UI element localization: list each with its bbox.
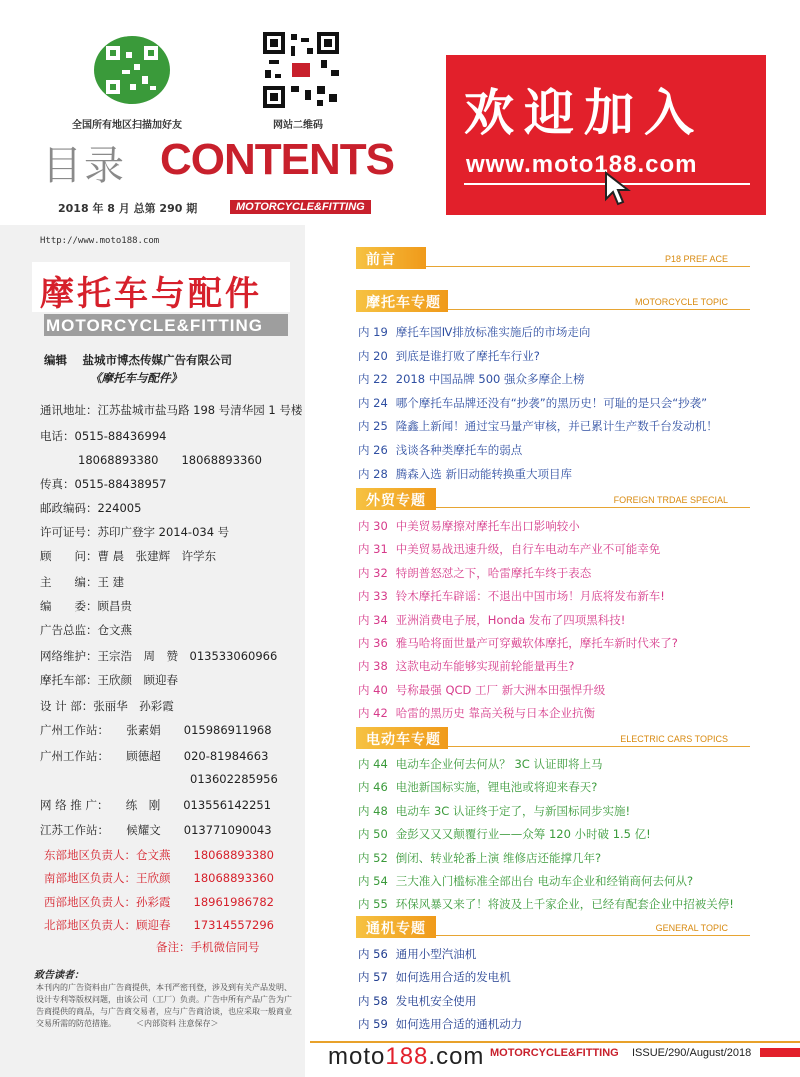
masthead-info-line: 网 络 推 广： 练 刚 013556142251 bbox=[40, 798, 272, 812]
masthead-info-line: 编 委：顾昌贵 bbox=[40, 599, 132, 613]
section-divider bbox=[436, 935, 750, 936]
website-url[interactable]: Http://www.moto188.com bbox=[40, 236, 160, 246]
regional-contact-line: 西部地区负责人：孙彩霞 18961986782 bbox=[44, 895, 274, 909]
regional-contact-line: 北部地区负责人：顾迎春 17314557296 bbox=[44, 918, 274, 932]
toc-article-title: 电动车 3C 认证终于定了，与新国标同步实施! bbox=[395, 804, 631, 818]
masthead-info-line: 网络维护：王宗浩 周 赞 013533060966 bbox=[40, 649, 278, 663]
masthead-info-line: 广州工作站： 张素娟 015986911968 bbox=[40, 723, 272, 737]
masthead-info-line: 摩托车部：王欣颜 顾迎春 bbox=[40, 673, 178, 687]
section-tab[interactable] bbox=[356, 488, 436, 510]
toc-item[interactable] bbox=[358, 658, 574, 674]
section-label: 前言 bbox=[366, 252, 396, 268]
footer-issue: ISSUE/290/August/2018 bbox=[632, 1047, 752, 1059]
toc-page-number: 内 46 bbox=[358, 780, 388, 794]
toc-item[interactable] bbox=[358, 993, 476, 1009]
toc-article-title: 如何选用合适的通机动力 bbox=[395, 1017, 523, 1031]
toc-item[interactable] bbox=[358, 442, 522, 458]
toc-article-title: 铃木摩托车辟谣：不退出中国市场！月底将发布新车! bbox=[395, 589, 665, 603]
toc-article-title: 特朗普怒怼之下，哈雷摩托车终于表态 bbox=[395, 566, 592, 580]
toc-item[interactable] bbox=[358, 418, 718, 434]
section-divider bbox=[448, 309, 750, 310]
toc-article-title: 中美贸易战迅速升级，自行车电动车产业不可能幸免 bbox=[395, 542, 661, 556]
toc-page-number: 内 34 bbox=[358, 613, 388, 627]
brand-badge: MOTORCYCLE&FITTING bbox=[230, 200, 371, 214]
toc-item[interactable] bbox=[358, 850, 601, 866]
notice-title: 致告读者： bbox=[34, 970, 84, 981]
section-english-label: MOTORCYCLE TOPIC bbox=[634, 297, 728, 307]
section-english-label: ELECTRIC CARS TOPICS bbox=[620, 734, 728, 744]
editor-label: 编辑 bbox=[44, 353, 67, 367]
cursor-icon bbox=[604, 171, 634, 211]
masthead-info-line: 顾 问：曹 晨 张建辉 许学东 bbox=[40, 549, 217, 563]
toc-page-number: 内 54 bbox=[358, 874, 388, 888]
toc-page-number: 内 48 bbox=[358, 804, 388, 818]
toc-article-title: 腾森入选 新旧动能转换重大项目库 bbox=[395, 467, 572, 481]
masthead-info-line: 许可证号：苏印广登字 2014-034 号 bbox=[40, 525, 230, 539]
welcome-url[interactable]: www.moto188.com bbox=[466, 151, 698, 178]
toc-article-title: 哈雷的黑历史 靠高关税与日本企业抗衡 bbox=[395, 706, 595, 720]
toc-page-number: 内 22 bbox=[358, 372, 388, 386]
toc-page-number: 内 58 bbox=[358, 994, 388, 1008]
toc-article-title: 摩托车国Ⅳ排放标准实施后的市场走向 bbox=[395, 325, 591, 339]
issue-date: 2018 年 8 月 总第 290 期 bbox=[58, 202, 198, 215]
toc-item[interactable] bbox=[358, 466, 572, 482]
footer-brand: MOTORCYCLE&FITTING bbox=[490, 1047, 619, 1059]
footer-url-part: moto bbox=[328, 1043, 386, 1070]
masthead-info-line: 广告总监：仓文燕 bbox=[40, 623, 132, 637]
editor-company: 盐城市博杰传媒广告有限公司 bbox=[82, 353, 233, 367]
toc-page-number: 内 42 bbox=[358, 706, 388, 720]
section-label: 外贸专题 bbox=[366, 493, 426, 509]
brand-name-cn: 摩托车与配件 bbox=[40, 274, 262, 314]
footer-url-tld: .com bbox=[428, 1043, 485, 1070]
toc-article-title: 电动车企业何去何从？ 3C 认证即将上马 bbox=[395, 757, 603, 771]
toc-item[interactable] bbox=[358, 682, 605, 698]
section-divider bbox=[426, 266, 750, 267]
toc-article-title: 环保风暴又来了！将波及上千家企业，已经有配套企业中招被关停! bbox=[395, 897, 734, 911]
toc-item[interactable] bbox=[358, 541, 660, 557]
toc-item[interactable] bbox=[358, 779, 597, 795]
website-qr-code[interactable] bbox=[261, 30, 341, 110]
toc-article-title: 倒闭、转业轮番上演 维修店还能撑几年? bbox=[395, 851, 602, 865]
footer-url-number: 188 bbox=[385, 1043, 429, 1070]
toc-page-number: 内 44 bbox=[358, 757, 388, 771]
regional-contact-line: 备注：手机微信同号 bbox=[156, 940, 260, 954]
toc-article-title: 这款电动车能够实现前轮能量再生? bbox=[395, 659, 575, 673]
section-english-label: GENERAL TOPIC bbox=[655, 923, 728, 933]
toc-article-title: 2018 中国品牌 500 强众多摩企上榜 bbox=[395, 372, 585, 386]
toc-item[interactable] bbox=[358, 896, 734, 912]
toc-article-title: 发电机安全使用 bbox=[395, 994, 477, 1008]
masthead-info-line: 江苏工作站： 候耀文 013771090043 bbox=[40, 823, 272, 837]
toc-page-number: 内 52 bbox=[358, 851, 388, 865]
website-qr-label: 网站二维码 bbox=[273, 120, 323, 131]
editor-magazine: 《摩托车与配件》 bbox=[90, 371, 182, 385]
toc-page-number: 内 36 bbox=[358, 636, 388, 650]
section-english-label: FOREIGN TRDAE SPECIAL bbox=[613, 495, 728, 505]
toc-item[interactable] bbox=[358, 348, 540, 364]
toc-article-title: 雅马哈将面世量产可穿戴软体摩托，摩托车新时代来了? bbox=[395, 636, 678, 650]
toc-page-number: 内 56 bbox=[358, 947, 388, 961]
wechat-qr-label: 全国所有地区扫描加好友 bbox=[72, 120, 182, 131]
regional-contact-line: 南部地区负责人：王欣颜 18068893360 bbox=[44, 871, 274, 885]
toc-item[interactable] bbox=[358, 803, 630, 819]
section-divider bbox=[436, 507, 750, 508]
toc-item[interactable] bbox=[358, 395, 707, 411]
masthead-info-line: 设 计 部：张丽华 孙彩霞 bbox=[40, 699, 174, 713]
toc-page-number: 内 25 bbox=[358, 419, 388, 433]
masthead-info-line: 通讯地址：江苏盐城市盐马路 198 号清华园 1 号楼 bbox=[40, 403, 303, 417]
toc-item[interactable] bbox=[358, 612, 625, 628]
toc-page-number: 内 32 bbox=[358, 566, 388, 580]
toc-article-title: 号称最强 QCD 工厂 新大洲本田强悍升级 bbox=[395, 683, 606, 697]
toc-item[interactable] bbox=[358, 324, 590, 340]
toc-article-title: 通用小型汽油机 bbox=[395, 947, 477, 961]
toc-item[interactable] bbox=[358, 873, 693, 889]
section-tab[interactable] bbox=[356, 290, 448, 312]
toc-page-number: 内 38 bbox=[358, 659, 388, 673]
toc-item[interactable] bbox=[358, 756, 602, 772]
masthead-info-line: 013602285956 bbox=[190, 772, 278, 786]
toc-article-title: 哪个摩托车品牌还没有“抄袭”的黑历史！可耻的是只会“抄袭” bbox=[395, 396, 708, 410]
toc-item[interactable] bbox=[358, 588, 665, 604]
toc-page-number: 内 20 bbox=[358, 349, 388, 363]
notice-text: 本刊内的广告资料由广告商提供，本刊严密刊登，涉及到有关产品发明、设计专利等版权问题，由该公司（工厂）负责。广告中所有产品广告为广告商提供的商品，与广告商交易者，应与广告商洽谈，也应采取一般商业交易所需的防范措施。 ＜内部资料 注意保存＞ bbox=[36, 983, 292, 1028]
section-tab[interactable] bbox=[356, 247, 426, 269]
footer-red-bar bbox=[760, 1048, 800, 1057]
section-english-label: P18 PREF ACE bbox=[664, 254, 728, 264]
editor-row bbox=[44, 352, 232, 368]
toc-article-title: 电池新国标实施，锂电池或将迎来春天? bbox=[395, 780, 598, 794]
welcome-text: 欢迎加入 bbox=[464, 84, 704, 142]
toc-page-number: 内 31 bbox=[358, 542, 388, 556]
contents-title-en: CONTENTS bbox=[160, 135, 394, 184]
masthead-info-line: 邮政编码：224005 bbox=[40, 501, 142, 515]
masthead-info-line: 主 编：王 建 bbox=[40, 575, 125, 589]
toc-item[interactable] bbox=[358, 371, 584, 387]
section-tab[interactable] bbox=[356, 727, 448, 749]
toc-page-number: 内 30 bbox=[358, 519, 388, 533]
masthead-info-line: 广州工作站： 顾德超 020-81984663 bbox=[40, 749, 269, 763]
toc-item[interactable] bbox=[358, 946, 476, 962]
toc-page-number: 内 26 bbox=[358, 443, 388, 457]
toc-page-number: 内 57 bbox=[358, 970, 388, 984]
toc-page-number: 内 50 bbox=[358, 827, 388, 841]
wechat-qr-code[interactable] bbox=[92, 30, 172, 110]
brand-name-en: MOTORCYCLE&FITTING bbox=[46, 316, 263, 335]
toc-item[interactable] bbox=[358, 565, 591, 581]
regional-contact-line: 东部地区负责人：仓文燕 18068893380 bbox=[44, 848, 274, 862]
contents-title-cn: 目录 bbox=[42, 143, 126, 189]
toc-article-title: 金彭又又又颠覆行业——众筹 120 小时破 1.5 亿! bbox=[395, 827, 651, 841]
toc-item[interactable] bbox=[358, 518, 580, 534]
masthead-info-line: 18068893380 18068893360 bbox=[78, 453, 262, 467]
section-label: 电动车专题 bbox=[366, 732, 441, 748]
section-label: 通机专题 bbox=[366, 921, 426, 937]
section-label: 摩托车专题 bbox=[366, 295, 441, 311]
toc-article-title: 三大准入门槛标准全部出台 电动车企业和经销商何去何从? bbox=[395, 874, 694, 888]
footer-url[interactable] bbox=[328, 1043, 484, 1071]
section-tab[interactable] bbox=[356, 916, 436, 938]
toc-page-number: 内 19 bbox=[358, 325, 388, 339]
toc-page-number: 内 59 bbox=[358, 1017, 388, 1031]
masthead-info-line: 传真：0515-88438957 bbox=[40, 477, 167, 491]
toc-item[interactable] bbox=[358, 826, 651, 842]
toc-page-number: 内 55 bbox=[358, 897, 388, 911]
toc-item[interactable] bbox=[358, 635, 678, 651]
toc-article-title: 隆鑫上新闻！通过宝马量产审核，并已累计生产数千台发动机！ bbox=[395, 419, 718, 433]
toc-article-title: 如何选用合适的发电机 bbox=[395, 970, 511, 984]
section-divider bbox=[448, 746, 750, 747]
toc-item[interactable] bbox=[358, 705, 595, 721]
masthead-info-line: 电话：0515-88436994 bbox=[40, 429, 167, 443]
toc-item[interactable] bbox=[358, 1016, 522, 1032]
toc-item[interactable] bbox=[358, 969, 511, 985]
toc-page-number: 内 40 bbox=[358, 683, 388, 697]
toc-page-number: 内 33 bbox=[358, 589, 388, 603]
toc-page-number: 内 28 bbox=[358, 467, 388, 481]
toc-article-title: 浅谈各种类摩托车的弱点 bbox=[395, 443, 523, 457]
toc-article-title: 亚洲消费电子展，Honda 发布了四项黑科技! bbox=[395, 613, 626, 627]
toc-article-title: 到底是谁打败了摩托车行业? bbox=[395, 349, 540, 363]
toc-page-number: 内 24 bbox=[358, 396, 388, 410]
toc-article-title: 中美贸易摩擦对摩托车出口影响较小 bbox=[395, 519, 580, 533]
welcome-banner[interactable] bbox=[446, 55, 766, 215]
